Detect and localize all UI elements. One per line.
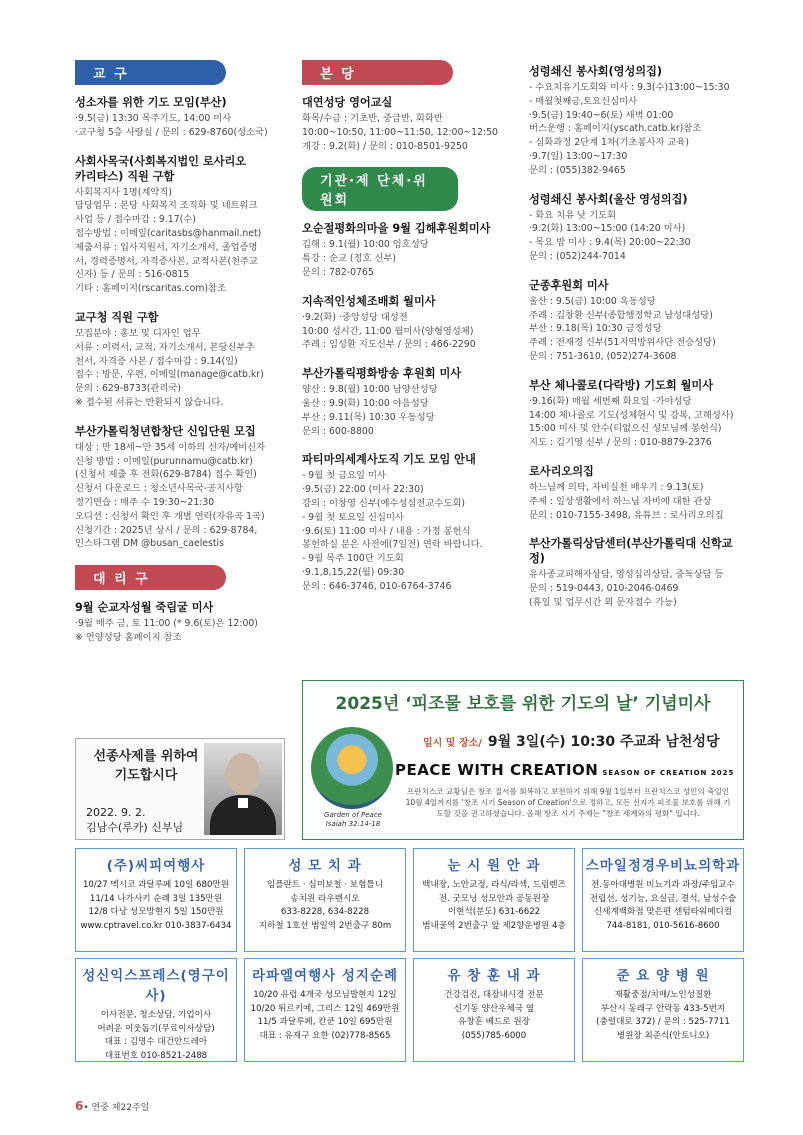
notice-item [302,452,517,593]
notice-line: 인스타그램 DM @busan_caelestis [75,538,224,550]
garden-caption-ref: Isaiah 32:14-18 [325,820,381,828]
memorial-title: 선종사제를 위하여 기도합시다 [93,749,199,783]
notice-line: (휴일 및 업무시간 외 문자접수 가능) [529,596,677,608]
notice-title: 부산가톨릭청년합창단 신입단원 모집 [75,424,256,438]
ad-line: 전. 굿모닝 성모안과 공동원장 [438,893,550,904]
notice-line: ·9월 매주 금, 토 11:00 (* 9.6(토)은 12:00) [75,618,258,630]
notice-title: 오순절평화의마을 9월 김해후원회미사 [302,222,491,236]
ad-line: (충렬대로 372) / 문의 : 525-7711 [596,1017,730,1027]
ad-box [413,848,575,952]
garden-caption-title: Garden of Peace [324,811,382,819]
ad-name: (주)씨피여행사 [106,858,206,874]
ad-line: 송치원 라우렌시오 [290,893,360,904]
notice-line: 화목/수금 : 기초반, 중급반, 회화반 [302,113,443,124]
notice-line: 유사종교피해자상담, 영성심리상담, 중독상담 등 [529,569,724,581]
ad-line: 대표 : 김명수 대건안드레아 [104,1037,208,1047]
notice-line: 접수 : 방문, 우편, 이메일(manage@catb.kr) [75,369,264,381]
notice-line: 주제 : 일상생활에서 하느님 자비에 대한 관상 [529,495,712,507]
notice-line: ※ 언양성당 홈페이지 참조 [75,631,182,643]
ad-box [75,958,237,1062]
notice-line: - 목요 밤 미사 : 9.4(목) 20:00~22:30 [529,237,691,249]
ad-line: 어려운 이웃돕기(무료이사상담) [97,1023,215,1034]
ad-box [244,848,406,952]
notice-title: 성령쇄신 봉사회(울산 영성의집) [529,192,688,206]
notice-line: (신청서 제출 후 전화(629-8784) 접수 확인) [75,469,257,481]
notice-line: ·9.5(금) 13:30 목주기도, 14:00 미사 [75,113,232,124]
memorial-date-name [86,805,183,835]
ad-line: 11/14 나가사키 순례 3일 135만원 [89,893,223,904]
notice-line: 10:00 성시간, 11:00 월미사(양형영성체) [302,325,474,337]
ad-line: 재활중점/치매/노인성질환 [614,990,712,1000]
notice-line: 부산 : 9.11(목) 10:30 우동성당 [302,411,435,423]
notice-title: 대연성당 영어교실 [302,96,393,109]
notice-line: 접수방법 : 이메일(caritasbs@hanmail.net) [75,227,262,239]
ad-name: 라파엘여행사 성지순례 [251,968,399,984]
notice-line: 주례 : 임성환 지도신부 / 문의 : 466-2290 [302,339,476,351]
notice-line: 신자) 등 / 문의 : 516-0815 [75,269,190,281]
section-header-diocese: 교 구 [75,60,226,85]
notice-line: - 심화과정 2단계 1차(기초봉사자 교육) [529,137,689,149]
notice-line: 기타 : 홈페이지(rscaritas.com)참조 [75,283,227,295]
notice-line: 천서, 자격증 사본 / 접수마감 : 9.14(일) [75,355,238,367]
notice-line: 봉헌하실 분은 사전에(7일전) 연락 바랍니다. [302,539,483,551]
notice-title: 부산 체나콜로(다락방) 기도회 월미사 [529,378,714,392]
notice-line: 모집분야 : 홍보 및 디자인 업무 [75,327,201,339]
ad-line: 10/20 튀르키예, 그리스 12일 469만원 [250,1003,400,1014]
notice-item [529,192,744,264]
ad-box [582,958,744,1062]
notice-line: 서류 : 이력서, 교적, 자기소개서, 본당신부추 [75,341,255,353]
ad-line: 대표번호 010-8521-2488 [104,1050,208,1061]
page-footer [75,1099,149,1113]
ad-line: 임플란트 · 심미보철 · 보험틀니 [266,880,383,890]
memorial-box [75,738,285,840]
notice-line: - 9월 목주 100단 기도회 [302,553,404,565]
banner-time-value: 9월 3일(수) 10:30 주교좌 남천성당 [487,734,720,750]
notice-line: ·9.16(화) 매월 세번째 화요일 ·가야성당 [529,395,692,407]
notice-line: 특강 : 순교 (정호 신부) [302,253,397,265]
notice-line: 양산 : 9.8(월) 10:00 남양산성당 [302,384,438,396]
notice-line: ※ 접수된 서류는 반환되지 않습니다. [75,396,224,408]
notice-item [75,310,290,410]
ad-name: 성 모 치 과 [288,858,362,874]
notice-line: 버스운행 : 홈페이지(yscath.catb.kr)참조 [529,123,702,135]
ad-line: www.cptravel.co.kr 010-3837-6434 [80,920,232,931]
notice-line: ·교구청 5층 사랑실 / 문의 : 629-8760(성소국) [75,126,268,138]
notice-item [75,95,290,140]
ad-box [582,848,744,952]
notice-item [529,378,744,450]
notice-line: ·9.5(금) 22:00 (미사 22:30) [302,484,424,496]
notice-line: 담당업무 : 본당 사회복지 조직화 및 네트워크 [75,200,258,212]
ad-line: 633-8228, 634-8228 [280,907,370,917]
notice-title: 부산가톨릭평화방송 후원회 미사 [302,367,462,381]
banner-time-label: 일시 및 장소/ [423,738,482,749]
notice-item [75,424,290,551]
ad-line: 범내골역 2번출구 앞 제2향운병원 4층 [422,920,566,931]
notice-line: 사회복지사 1명(계약직) [75,186,172,198]
notice-line: - 매월첫째금,토요신심미사 [529,95,638,107]
notice-title: 로사리오의집 [529,464,594,478]
notice-item [529,536,744,609]
notice-line: 14:00 체나콜로 기도(성체현시 및 강복, 고해성사) [529,409,734,421]
ad-line: 10/27 멕시코 과달루페 10일 680만원 [82,880,230,890]
ad-line: 12/8 다낭 성모방현지 5일 150만원 [88,907,224,917]
notice-item [529,278,744,364]
notice-line: 울산 : 9.5(금) 10:00 옥동성당 [529,295,656,307]
notice-line: 10:00~10:50, 11:00~11:50, 12:00~12:50 [302,126,498,138]
notice-line: 문의 : 519-0443, 010-2046-0469 [529,583,679,595]
notice-title: 군종후원회 미사 [529,278,609,292]
notice-line: 개강 : 9.2(화) / 문의 : 010-8501-9250 [302,140,468,152]
garden-of-peace-caption [313,811,393,829]
notice-item [302,221,517,279]
banner-peace-heading [395,761,734,779]
notice-title: 9월 순교자성월 죽림굴 미사 [75,601,214,615]
notice-line: 문의 : 751-3610, (052)274-3608 [529,350,677,362]
ad-line: 전립선, 성기능, 요실금, 결석, 남성수술 [589,893,737,904]
notice-item [302,366,517,438]
ad-line: 신기동 양산우체국 옆 [453,1003,535,1014]
ad-line: (055)785-6000 [461,1030,527,1041]
ad-name: 스마일정경우비뇨의학과 [585,858,741,874]
season-of-creation: SEASON OF CREATION 2025 [602,769,735,777]
notice-line: 대상 : 만 18세~만 35세 이하의 신자/예비신자 [75,441,266,453]
notice-line: ·9.7(일) 13:00~17:30 [529,150,628,162]
notice-line: ·9.2(화) 13:00~15:00 (14:20 미사) [529,223,686,235]
ad-box [244,958,406,1062]
garden-of-peace-logo [311,727,393,809]
ad-box [413,958,575,1062]
ad-line: 신세계백화점 맞은편 센텀타워메디컬 [593,907,733,917]
footer-text: • 연중 제22주일 [83,1103,150,1113]
priest-photo [204,743,282,835]
notice-line: 서, 경력증명서, 자격증사본, 교적사본(천주교 [75,255,259,267]
notice-title: 교구청 직원 구함 [75,310,159,324]
ad-line: 이현석(분도) 631-6622 [447,907,541,917]
notice-line: 문의 : 646-3746, 010-6764-3746 [302,580,452,592]
notice-line: - 9월 첫 금요일 미사 [302,470,386,482]
notice-line: 사업 등 / 접수마감 : 9.17(수) [75,214,196,226]
notice-title: 부산가톨릭상담센터(부산가톨릭대 신학교정) [529,537,733,566]
banner-title: 2025년 ‘피조물 보호를 위한 기도의 날’ 기념미사 [335,694,711,714]
peace-with-creation: PEACE WITH CREATION [395,761,599,779]
notice-line: 신청서 다운로드 : 청소년사목국-공지사항 [75,483,244,495]
notice-line: 신청기간 : 2025년 상시 / 문의 : 629-8784, [75,524,258,536]
ad-line: 부산시 동래구 안락동 433-5번지 [600,1003,726,1014]
notice-item [529,464,744,522]
notice-line: - 수요치유기도회와 미사 : 9.3(수)13:00~15:30 [529,82,730,93]
notice-line: 강의 : 이창영 신부(예수성심전교수도회) [302,497,465,509]
notice-line: 김해 : 9.1(월) 10:00 임호성당 [302,239,429,251]
notice-line: ·9.6(토) 11:00 미사 / 내용 : 가정 봉헌식 [302,525,471,537]
ad-line: 지하철 1호선 범일역 2번출구 80m [258,920,392,931]
ad-line: 건강검진, 대장내시경 전문 [444,990,544,1000]
notice-line: 부산 : 9.18(목) 10:30 금정성당 [529,323,662,335]
notice-line: - 9월 첫 토요일 신심미사 [302,511,404,523]
page-number: 6 [75,1099,84,1113]
ad-line: 10/20 유럽 4개국 성모님발현지 12일 [253,990,397,1000]
notice-line: 문의 : 600-8800 [302,425,374,437]
notice-item [529,64,744,178]
notice-line: 문의 : 010-7155-3498, 유튜브 : 로사리오의집 [529,509,724,521]
notice-line: 문의 : 782-0765 [302,266,374,278]
banner-body: 프란치스코 교황님은 창조 질서를 회복하고 보전하기 위해 9월 1일부터 프란치스코 성인의 축일인 10월 4일까지를 '창조 시기 Season of Creation'으로 정하고, 모든 신자가 피조물 보호를 위해 기도할 것을 권고하셨습니다. 올해 창조 시기 주제는 "창조 세계와의 평화" 입니다. [405,787,731,818]
notice-line: - 화요 치유 낮 기도회 [529,209,617,221]
notice-title: 사회사목국(사회복지법인 로사리오 카리타스) 직원 구함 [75,154,247,183]
notice-line: 지도 : 김기영 신부 / 문의 : 010-8879-2376 [529,437,712,449]
notice-item [75,154,290,296]
ad-line: 백내장, 노안교정, 라식/라섹, 드림렌즈 [422,880,566,890]
section-header-organizations: 기관·제 단체·위원회 [302,167,458,211]
notice-line: ·9.2(화) ·중앙성당 대성전 [302,311,408,323]
notice-line: 문의 : 629-8733(관리국) [75,383,181,395]
notice-line: 하느님께 의탁, 자비실천 배우기 : 9.13(토) [529,481,704,493]
notice-line: 정기연습 : 매주 수 19:30~21:30 [75,496,215,508]
notice-title: 파티마의세계사도직 기도 모임 안내 [302,453,476,467]
ad-line: 11/5 과달루페, 칸쿤 10일 695만원 [257,1017,393,1027]
memorial-date: 2022. 9. 2. [86,806,146,819]
notice-line: 15:00 미사 및 안수(티없으신 성모님께 봉헌식) [529,423,722,435]
ad-line: 유창훈 베드로 원장 [458,1017,530,1027]
column-left [75,60,290,659]
ad-name: 성신익스프레스(영구이사) [82,968,230,1004]
notice-line: 오디션 : 신청서 확인 후 개별 연락(자유곡 1곡) [75,510,265,522]
ad-line: 전.동아대병원 비뇨기과 과장/주임교수 [591,880,735,890]
notice-title: 성령쇄신 봉사회(영성의집) [529,65,662,78]
ad-name: 준 요 양 병 원 [616,968,710,984]
banner-time [423,731,720,751]
section-header-parish: 본 당 [302,60,453,85]
notice-title: 지속적인성체조배회 월미사 [302,294,436,308]
ad-line: 이사전문, 청소상담, 기업이사 [100,1010,212,1020]
ad-name: 눈 시 원 안 과 [447,858,541,874]
ad-name: 유 창 훈 내 과 [447,968,541,984]
ad-line: 744-8181, 010-5616-8600 [606,920,720,931]
notice-item [302,95,517,153]
section-header-vicariate: 대 리 구 [75,565,226,590]
notice-item [75,600,290,645]
ad-line: 병원장 최준식(안토니오) [616,1030,710,1041]
notice-line: ·9.5(금) 19:40~6(토) 새벽 01:00 [529,109,674,121]
column-middle [302,60,517,608]
notice-line: 주례 : 김창환 신부(종합행정학교 남성대성당) [529,309,713,321]
notice-line: 문의 : (052)244-7014 [529,250,626,262]
ad-line: 대표 : 유재구 요한 (02)778-8565 [259,1030,391,1041]
notice-title: 성소자를 위한 기도 모임(부산) [75,96,227,109]
creation-mass-banner [302,680,744,840]
notice-line: 주례 : 전재경 신부(51지역방위사단 전승성당) [529,337,716,349]
ad-box [75,848,237,952]
memorial-priest-name: 김남수(루카) 신부님 [86,821,184,834]
notice-item [302,294,517,352]
notice-line: ·9.1,8,15,22(월) 09:30 [302,566,405,578]
notice-line: 문의 : (055)382-9465 [529,164,626,176]
notice-line: 제출서류 : 입사지원서, 자기소개서, 졸업증명 [75,241,258,253]
notice-line: 신청 방법 : 이메일(purunnamu@catb.kr) [75,455,253,467]
column-right [529,64,744,624]
notice-line: 울산 : 9.9(화) 10:00 야음성당 [302,397,429,409]
